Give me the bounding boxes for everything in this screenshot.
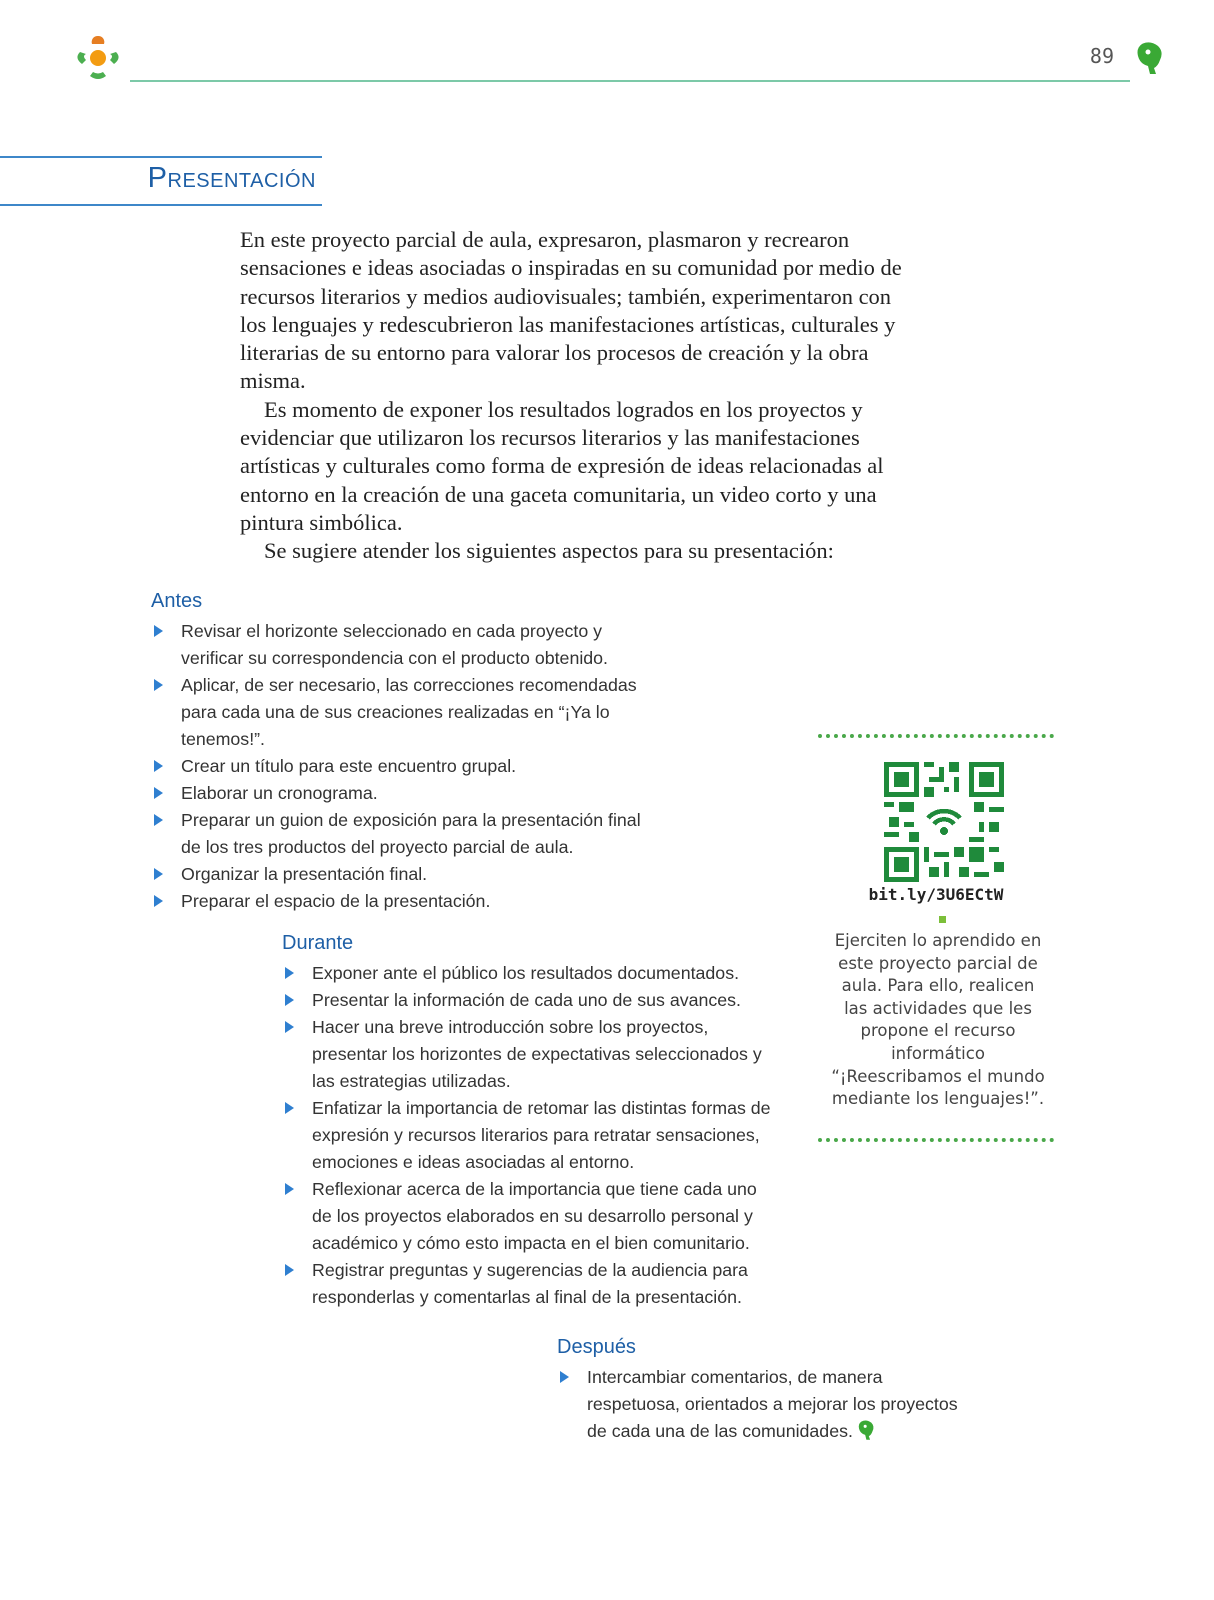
green-figure-icon bbox=[1136, 40, 1166, 76]
intro-text bbox=[240, 226, 910, 566]
list-item: Registrar preguntas y sugerencias de la audiencia para responderlas y comentarlas al final de la presentación. bbox=[282, 1257, 772, 1311]
durante-heading: Durante bbox=[282, 932, 354, 954]
list-item: Enfatizar la importancia de retomar las distintas formas de expresión y recursos literarios para retratar sensaciones, emociones e ideas asociadas al entorno. bbox=[282, 1095, 772, 1176]
qr-code-icon[interactable] bbox=[884, 762, 1004, 882]
section-title: Presentación bbox=[147, 162, 316, 194]
green-figure-icon bbox=[857, 1419, 877, 1441]
list-item: Hacer una breve introducción sobre los proyectos, presentar los horizontes de expectativas seleccionados y las estrategias utilizadas. bbox=[282, 1014, 772, 1095]
list-item: Preparar el espacio de la presentación. bbox=[151, 888, 651, 915]
despues-heading: Después bbox=[557, 1336, 636, 1358]
list-item-text: Intercambiar comentarios, de manera respetuosa, orientados a mejorar los proyectos de cada una de las comunidades. bbox=[587, 1367, 958, 1441]
list-item: Crear un título para este encuentro grupal. bbox=[151, 753, 651, 780]
antes-list bbox=[151, 618, 651, 915]
list-item: Presentar la información de cada uno de sus avances. bbox=[282, 987, 772, 1014]
list-item: Organizar la presentación final. bbox=[151, 861, 651, 888]
intro-paragraph-1: En este proyecto parcial de aula, expresaron, plasmaron y recrearon sensaciones e ideas asociadas o inspiradas en su comunidad por medio de recursos literarios y medios audiovisuales; también, experimentaron con los lenguajes y redescubrieron las manifestaciones artísticas, culturales y literarias de su entorno para valorar los procesos de creación y la obra misma. bbox=[240, 227, 902, 394]
list-item: Preparar un guion de exposición para la presentación final de los tres productos del proyecto parcial de aula. bbox=[151, 807, 651, 861]
antes-heading: Antes bbox=[151, 590, 203, 612]
page-number: 89 bbox=[1089, 44, 1114, 68]
sidebar-top-divider bbox=[818, 734, 1054, 738]
list-item: Elaborar un cronograma. bbox=[151, 780, 651, 807]
resource-url-link[interactable]: bit.ly/3U6ECtW bbox=[868, 885, 1004, 904]
section-title-band bbox=[0, 156, 322, 206]
intro-paragraph-3: Se sugiere atender los siguientes aspectos para su presentación: bbox=[264, 538, 834, 564]
green-bullet-square bbox=[939, 916, 946, 923]
list-item: Revisar el horizonte seleccionado en cada proyecto y verificar su correspondencia con el producto obtenido. bbox=[151, 618, 651, 672]
list-item: Aplicar, de ser necesario, las correcciones recomendadas para cada una de sus creaciones realizadas en “¡Ya lo tenemos!”. bbox=[151, 672, 651, 753]
sidebar-bottom-divider bbox=[818, 1138, 1054, 1142]
sidebar-text: Ejerciten lo aprendido en este proyecto parcial de aula. Para ello, realicen las actividades que les propone el recurso informático “¡Reescribamos el mundo mediante los lenguajes!”. bbox=[831, 931, 1045, 1109]
list-item: Exponer ante el público los resultados documentados. bbox=[282, 960, 772, 987]
list-item bbox=[557, 1364, 977, 1445]
list-item: Reflexionar acerca de la importancia que tiene cada uno de los proyectos elaborados en su desarrollo personal y académico y cómo esto impacta en el bien comunitario. bbox=[282, 1176, 772, 1257]
intro-paragraph-2: Es momento de exponer los resultados logrados en los proyectos y evidenciar que utilizaron los recursos literarios y las manifestaciones artísticas y culturales como forma de expresión de ideas relacionadas al entorno en la creación de una gaceta comunitaria, un video corto y una pintura simbólica. bbox=[240, 396, 884, 535]
flower-logo-icon bbox=[72, 32, 124, 84]
despues-list bbox=[557, 1364, 977, 1445]
durante-list bbox=[282, 960, 772, 1311]
header-rule bbox=[130, 80, 1130, 82]
